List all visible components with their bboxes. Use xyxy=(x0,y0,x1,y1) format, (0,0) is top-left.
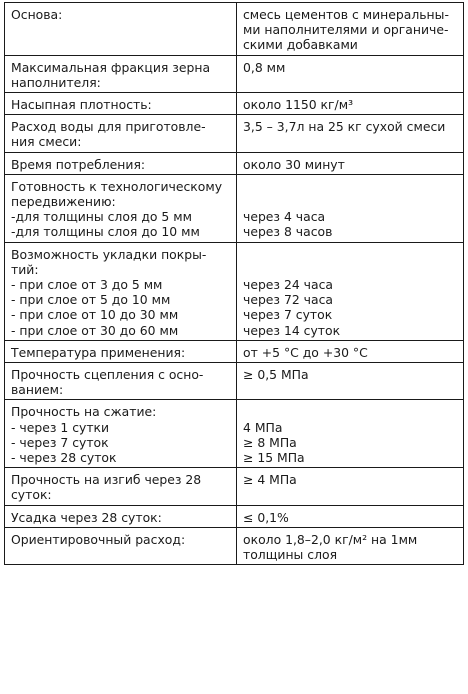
property-label xyxy=(5,340,237,362)
table-row xyxy=(5,174,464,242)
label-line: Возможность укладки покры- xyxy=(11,246,207,262)
value-line: смесь цементов с минеральны- xyxy=(243,7,449,22)
property-label xyxy=(5,93,237,115)
label-line: тий: xyxy=(11,261,39,277)
table-row xyxy=(5,363,464,400)
label-line: - через 1 сутки xyxy=(11,419,110,435)
label-line: Максимальная фракция зерна xyxy=(11,59,211,75)
table-row xyxy=(5,55,464,92)
label-line: Прочность на сжатие: xyxy=(11,404,157,420)
property-label xyxy=(5,363,237,400)
label-line: Ориентировочный расход: xyxy=(11,531,186,547)
value-line: около 1150 кг/м³ xyxy=(243,97,354,113)
property-value xyxy=(237,468,464,505)
spec-table-body xyxy=(5,3,464,565)
value-line: ≥ 15 МПа xyxy=(243,450,305,466)
value-line: 0,8 мм xyxy=(243,59,286,75)
label-line: наполнителя: xyxy=(11,74,101,90)
label-line: передвижению: xyxy=(11,194,116,210)
label-line: Основа: xyxy=(11,7,63,22)
label-line: Температура применения: xyxy=(11,344,186,360)
property-label xyxy=(5,55,237,92)
label-line: - через 28 суток xyxy=(11,450,117,466)
property-value xyxy=(237,115,464,152)
value-line: через 24 часа xyxy=(243,277,333,293)
label-line: - при слое от 10 до 30 мм xyxy=(11,307,179,323)
table-row xyxy=(5,527,464,564)
label-line: Прочность сцепления с осно- xyxy=(11,367,204,383)
property-value xyxy=(237,174,464,242)
label-line: ния смеси: xyxy=(11,134,82,150)
property-label xyxy=(5,174,237,242)
table-row xyxy=(5,340,464,362)
spec-table xyxy=(4,2,464,565)
property-label xyxy=(5,115,237,152)
property-label xyxy=(5,527,237,564)
value-line: от +5 °С до +30 °С xyxy=(243,344,368,360)
value-line: через 8 часов xyxy=(243,224,333,240)
label-line: Прочность на изгиб через 28 xyxy=(11,472,202,488)
property-value xyxy=(237,55,464,92)
value-line: ≤ 0,1% xyxy=(243,509,289,525)
table-row xyxy=(5,115,464,152)
value-line xyxy=(243,179,457,194)
table-row xyxy=(5,468,464,505)
table-row xyxy=(5,400,464,468)
label-line: суток: xyxy=(11,487,52,503)
label-line: Насыпная плотность: xyxy=(11,97,152,113)
property-value xyxy=(237,3,464,56)
value-line: 4 МПа xyxy=(243,419,283,435)
value-line xyxy=(243,247,457,262)
label-line: - при слое от 5 до 10 мм xyxy=(11,292,171,308)
label-line: Усадка через 28 суток: xyxy=(11,509,162,525)
value-line: через 14 суток xyxy=(243,322,341,338)
value-line: толщины слоя xyxy=(243,547,338,563)
value-line: около 30 минут xyxy=(243,156,345,172)
property-value xyxy=(237,340,464,362)
property-label xyxy=(5,468,237,505)
label-line: - при слое от 30 до 60 мм xyxy=(11,322,179,338)
table-row xyxy=(5,93,464,115)
label-line: ванием: xyxy=(11,382,64,398)
label-line: - при слое от 3 до 5 мм xyxy=(11,277,163,293)
value-line xyxy=(243,262,457,277)
property-value xyxy=(237,527,464,564)
label-line: Готовность к технологическому xyxy=(11,178,223,194)
property-label xyxy=(5,505,237,527)
spec-sheet xyxy=(4,2,463,565)
property-value xyxy=(237,93,464,115)
value-line: около 1,8–2,0 кг/м² на 1мм xyxy=(243,531,418,547)
label-line: Время потребления: xyxy=(11,156,146,172)
label-line: -для толщины слоя до 5 мм xyxy=(11,209,192,225)
property-value xyxy=(237,152,464,174)
table-row xyxy=(5,152,464,174)
table-row xyxy=(5,242,464,340)
table-row xyxy=(5,3,464,56)
label-line: - через 7 суток xyxy=(11,434,109,450)
property-label xyxy=(5,400,237,468)
property-label xyxy=(5,3,237,56)
value-line: через 7 суток xyxy=(243,307,333,323)
label-line: -для толщины слоя до 10 мм xyxy=(11,224,200,240)
value-line: ≥ 4 МПа xyxy=(243,472,297,488)
property-value xyxy=(237,242,464,340)
value-line xyxy=(243,194,457,209)
value-line: ми наполнителями и органиче- xyxy=(243,22,449,38)
value-line: 3,5 – 3,7л на 25 кг сухой смеси xyxy=(243,119,446,135)
property-label xyxy=(5,152,237,174)
value-line: через 4 часа xyxy=(243,209,326,225)
value-line: ≥ 8 МПа xyxy=(243,434,297,450)
value-line xyxy=(243,404,457,419)
value-line: скими добавками xyxy=(243,37,358,53)
value-line: через 72 часа xyxy=(243,292,333,308)
property-value xyxy=(237,363,464,400)
label-line: Расход воды для приготовле- xyxy=(11,119,206,135)
property-value xyxy=(237,505,464,527)
property-value xyxy=(237,400,464,468)
value-line: ≥ 0,5 МПа xyxy=(243,367,309,383)
property-label xyxy=(5,242,237,340)
table-row xyxy=(5,505,464,527)
